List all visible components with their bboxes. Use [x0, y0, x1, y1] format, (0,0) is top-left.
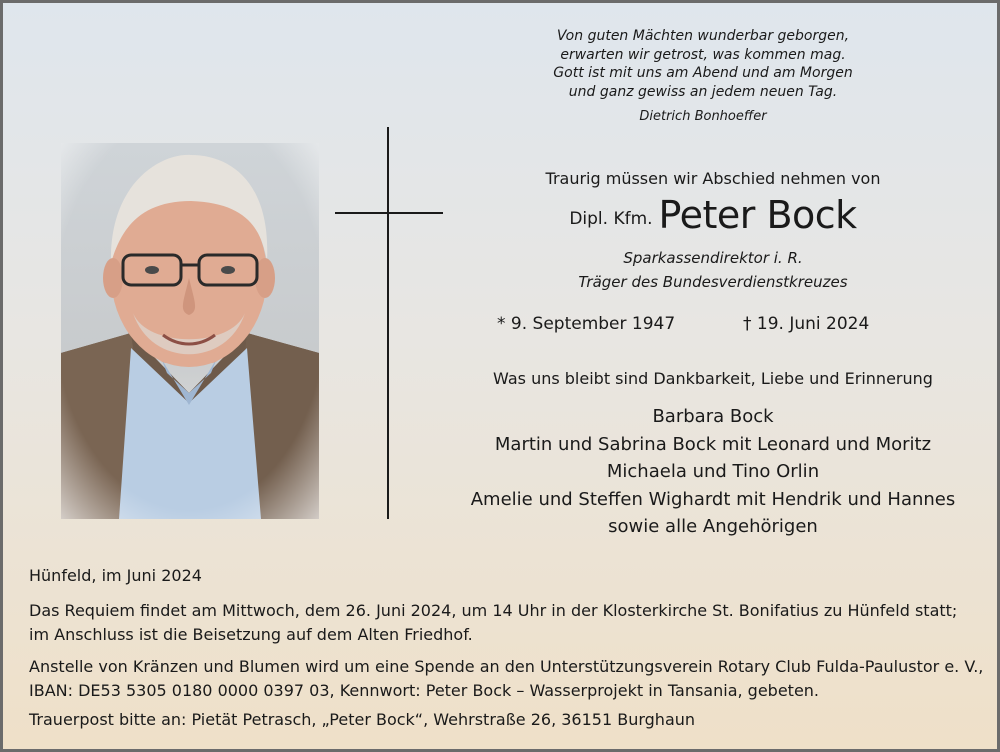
family-member: Barbara Bock	[652, 406, 774, 427]
deceased-name-row	[443, 193, 983, 237]
role-line-2: Träger des Bundesverdienstkreuzes	[578, 273, 848, 291]
requiem-line-1: Das Requiem findet am Mittwoch, dem 26. Juni 2024, um 14 Uhr in der Klosterkirche St. Bonifatius zu Hünfeld statt;	[29, 601, 958, 620]
poem-line: Von guten Mächten wunderbar geborgen,	[556, 28, 850, 44]
poem-line: erwarten wir getrost, was kommen mag.	[560, 46, 846, 63]
family-member: Martin und Sabrina Bock mit Leonard und Moritz	[494, 433, 932, 455]
cross-horizontal-bar	[335, 212, 443, 214]
poem-line: Gott ist mit uns am Abend und am Morgen	[553, 65, 853, 81]
poem-author: Dietrich Bonhoeffer	[639, 109, 767, 124]
death-date: † 19. Juni 2024	[743, 314, 870, 334]
poem	[473, 27, 933, 101]
farewell-intro: Traurig müssen wir Abschied nehmen von	[545, 169, 881, 188]
family-list	[423, 403, 1000, 541]
birth-date: * 9. September 1947	[497, 314, 676, 334]
requiem-line-2: im Anschluss ist die Beisetzung auf dem Alten Friedhof.	[29, 625, 473, 644]
legacy-line: Was uns bleibt sind Dankbarkeit, Liebe und Erinnerung	[493, 369, 933, 388]
family-member: Amelie und Steffen Wighardt mit Hendrik und Hannes	[470, 488, 956, 510]
family-member: sowie alle Angehörigen	[608, 516, 818, 537]
place-date: Hünfeld, im Juni 2024	[29, 566, 202, 585]
portrait-illustration	[61, 143, 319, 519]
donation-line-1: Anstelle von Kränzen und Blumen wird um eine Spende an den Unterstützungsverein Rotary Club Fulda-Paulustor e. V.,	[29, 657, 984, 676]
academic-title: Dipl. Kfm.	[569, 209, 653, 229]
portrait-photo	[61, 143, 319, 519]
role-line-1: Sparkassendirektor i. R.	[623, 249, 803, 267]
mail-address: Trauerpost bitte an: Pietät Petrasch, „Peter Bock“, Wehrstraße 26, 36151 Burghaun	[29, 710, 696, 729]
cross-vertical-bar	[387, 127, 389, 519]
deceased-name: Peter Bock	[658, 193, 857, 237]
family-member: Michaela und Tino Orlin	[606, 461, 820, 482]
donation-line-2: IBAN: DE53 5305 0180 0000 0397 03, Kennwort: Peter Bock – Wasserprojekt in Tansania, gebeten.	[29, 681, 820, 700]
poem-line: und ganz gewiss an jedem neuen Tag.	[568, 83, 838, 100]
